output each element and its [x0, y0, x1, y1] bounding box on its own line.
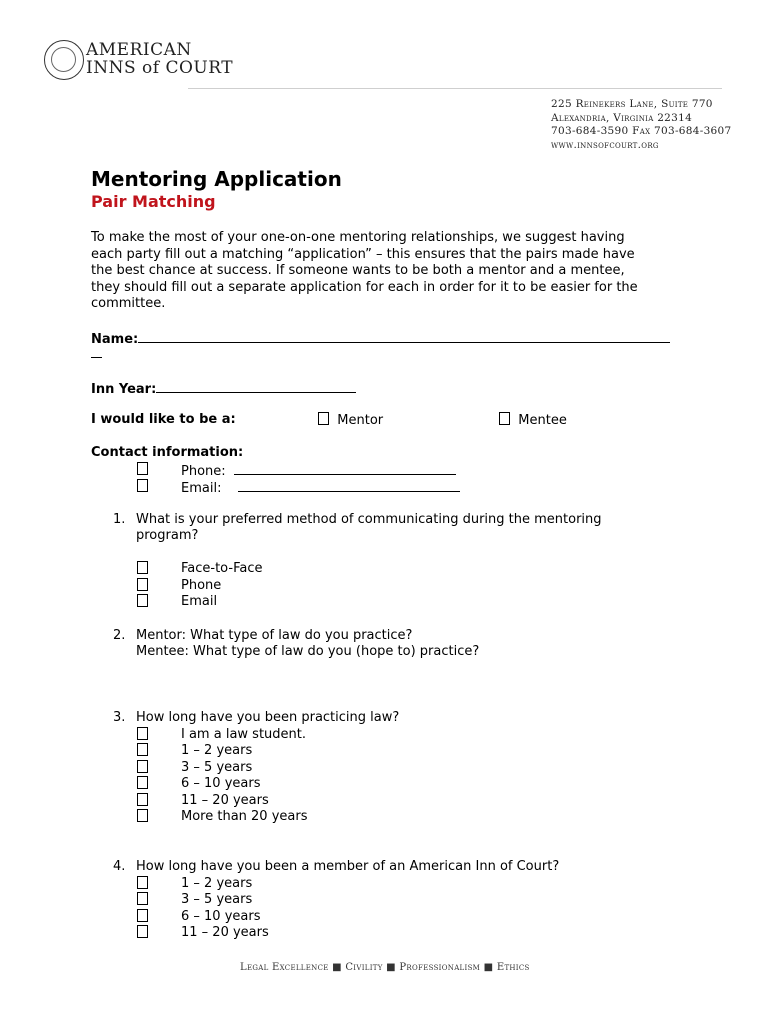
checkbox-q1-0[interactable] [137, 561, 148, 574]
logo-seal [44, 40, 84, 80]
role-mentee-option[interactable] [499, 412, 567, 428]
q3-option: 6 – 10 years [181, 776, 261, 791]
checkbox-phone[interactable] [137, 462, 148, 475]
intro-line: they should fill out a separate application for each in order for it to be easier for the [91, 280, 638, 295]
checkbox-q1-1[interactable] [137, 578, 148, 591]
intro-line: each party fill out a matching “application” – this ensures that the pairs made have [91, 247, 635, 262]
phone-label: Phone: [181, 464, 226, 479]
checkbox-email[interactable] [137, 479, 148, 492]
checkbox-q4-3[interactable] [137, 925, 148, 938]
q3-option: I am a law student. [181, 727, 306, 742]
checkbox-mentee[interactable] [499, 412, 510, 425]
q4-text: How long have you been a member of an American Inn of Court? [136, 859, 560, 874]
q1-option: Email [181, 594, 218, 609]
name-blank[interactable] [138, 330, 670, 343]
name-blank-continuation [91, 357, 102, 358]
q3-number: 3. [113, 710, 126, 725]
q2-text-mentee: Mentee: What type of law do you (hope to) practice? [136, 644, 480, 659]
address-city: Alexandria, Virginia 22314 [551, 112, 693, 124]
q1-number: 1. [113, 512, 126, 527]
role-label: I would like to be a: [91, 412, 236, 427]
q4-option: 11 – 20 years [181, 925, 269, 940]
checkbox-q4-1[interactable] [137, 892, 148, 905]
checkbox-q1-2[interactable] [137, 594, 148, 607]
q3-option: 11 – 20 years [181, 793, 269, 808]
q3-option: 1 – 2 years [181, 743, 253, 758]
q1-text: What is your preferred method of communicating during the mentoring [136, 512, 602, 527]
page-subtitle: Pair Matching [91, 192, 216, 211]
q3-option: More than 20 years [181, 809, 308, 824]
checkbox-q3-0[interactable] [137, 727, 148, 740]
email-blank[interactable] [238, 479, 460, 492]
logo-text-line2: INNS of COURT [86, 58, 234, 78]
inn-year-label: Inn Year: [91, 382, 157, 397]
contact-label: Contact information: [91, 445, 244, 460]
q4-number: 4. [113, 859, 126, 874]
q4-option: 1 – 2 years [181, 876, 253, 891]
intro-line: the best chance at success. If someone wants to be both a mentor and a mentee, [91, 263, 625, 278]
checkbox-q3-5[interactable] [137, 809, 148, 822]
email-field[interactable] [181, 479, 460, 496]
footer-tagline: Legal Excellence ■ Civility ■ Professionalism ■ Ethics [240, 962, 530, 973]
checkbox-q3-1[interactable] [137, 743, 148, 756]
q1-option: Phone [181, 578, 222, 593]
name-label: Name: [91, 332, 139, 347]
intro-line: To make the most of your one-on-one mentoring relationships, we suggest having [91, 230, 625, 245]
q2-text-mentor: Mentor: What type of law do you practice? [136, 628, 413, 643]
inn-year-blank[interactable] [156, 380, 356, 393]
page-title: Mentoring Application [91, 167, 342, 191]
phone-field[interactable] [181, 462, 456, 479]
checkbox-q3-2[interactable] [137, 760, 148, 773]
email-label: Email: [181, 481, 222, 496]
role-mentor-label: Mentor [337, 413, 384, 428]
q2-number: 2. [113, 628, 126, 643]
inn-year-field[interactable] [91, 380, 356, 397]
intro-line: committee. [91, 296, 166, 311]
address-website: www.innsofcourt.org [551, 139, 659, 151]
q1-option: Face-to-Face [181, 561, 263, 576]
q4-option: 6 – 10 years [181, 909, 261, 924]
checkbox-q3-4[interactable] [137, 793, 148, 806]
header-divider [188, 88, 722, 89]
logo-text-line1: AMERICAN [86, 40, 192, 60]
q4-option: 3 – 5 years [181, 892, 253, 907]
phone-blank[interactable] [234, 462, 456, 475]
checkbox-q4-0[interactable] [137, 876, 148, 889]
q3-option: 3 – 5 years [181, 760, 253, 775]
role-mentor-option[interactable] [318, 412, 383, 428]
checkbox-q4-2[interactable] [137, 909, 148, 922]
address-street: 225 Reinekers Lane, Suite 770 [551, 98, 713, 110]
name-field[interactable] [91, 330, 670, 347]
checkbox-mentor[interactable] [318, 412, 329, 425]
checkbox-q3-3[interactable] [137, 776, 148, 789]
address-phone-fax: 703-684-3590 Fax 703-684-3607 [551, 125, 732, 137]
q3-text: How long have you been practicing law? [136, 710, 400, 725]
role-mentee-label: Mentee [518, 413, 567, 428]
q1-text-cont: program? [136, 528, 199, 543]
